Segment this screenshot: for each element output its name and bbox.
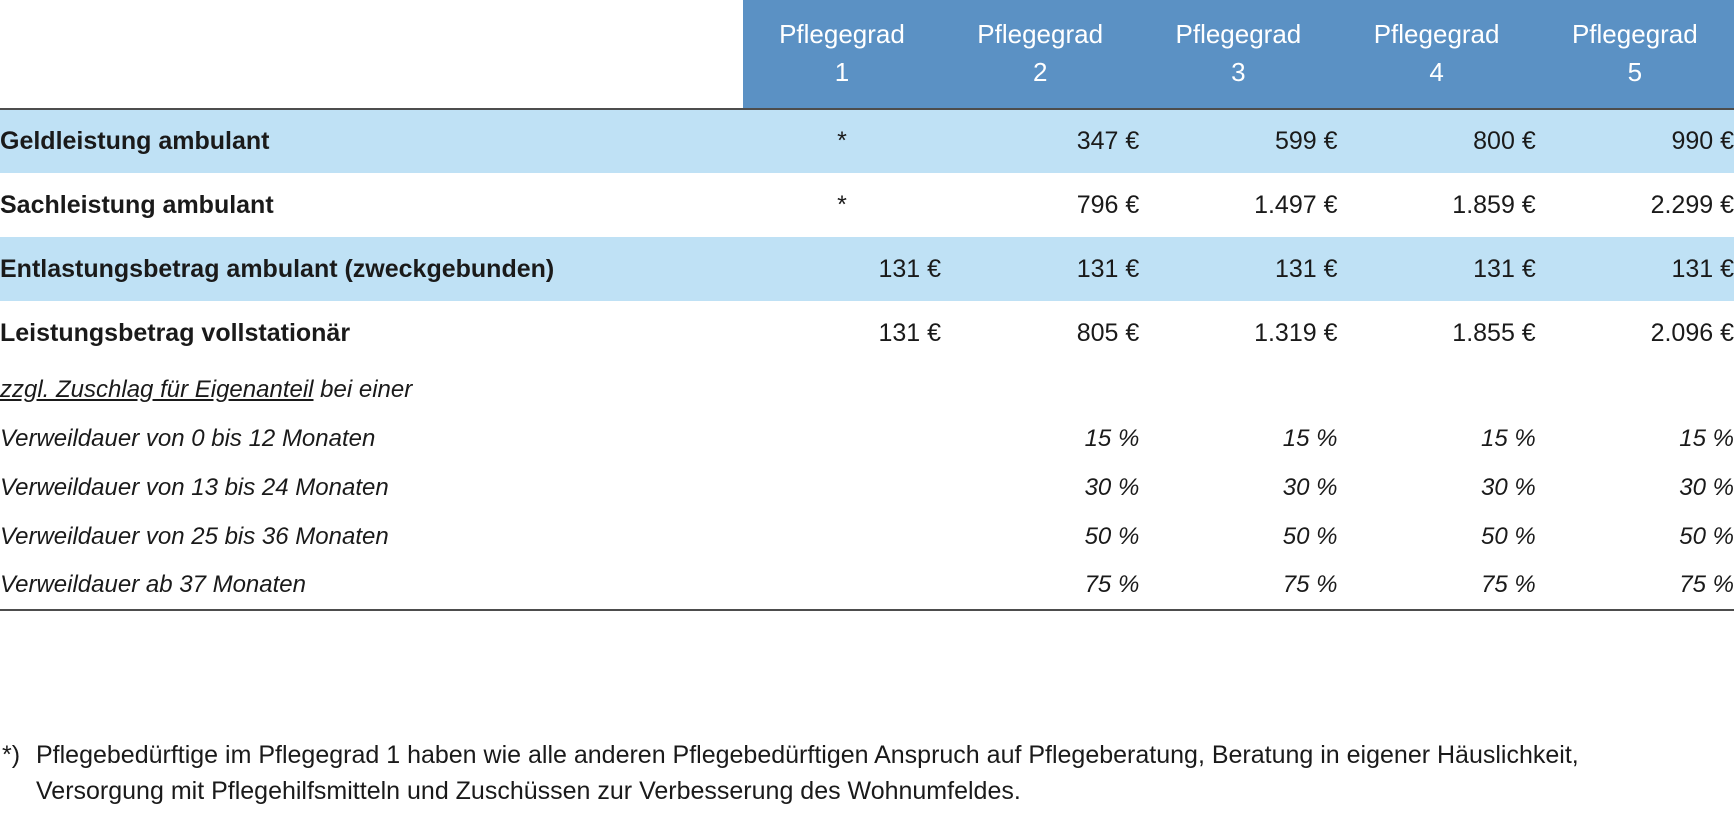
subrow-label-underlined: zzgl. Zuschlag für Eigenanteil — [0, 375, 314, 403]
column-header-number: 5 — [1627, 57, 1643, 87]
cell-value: 131 € — [1274, 254, 1338, 283]
cell-value — [743, 561, 941, 610]
column-header-pflegegrad-2 — [941, 0, 1139, 109]
cell-value: 75 % — [1338, 561, 1536, 610]
cell-value: * — [837, 190, 847, 219]
subrow-label-verweildauer-ab-37: Verweildauer ab 37 Monaten — [0, 561, 743, 610]
table-row — [0, 512, 1734, 561]
cell-value: 75 % — [1139, 561, 1337, 610]
column-header-pflegegrad-5 — [1536, 0, 1734, 109]
cell-value: 131 € — [878, 254, 942, 283]
cell-value: 30 % — [1679, 473, 1734, 501]
table-row — [0, 173, 1734, 237]
column-header-number: 1 — [834, 57, 850, 87]
subrow-label-rest: bei einer — [313, 375, 413, 403]
cell-value: * — [743, 109, 941, 173]
table-row — [0, 237, 1734, 301]
cell-value: 30 % — [1481, 473, 1536, 501]
cell-value — [941, 365, 1139, 414]
cell-value — [743, 414, 941, 463]
cell-value: 800 € — [1338, 109, 1536, 173]
cell-value: 796 € — [1076, 190, 1140, 219]
row-label-geldleistung-ambulant: Geldleistung ambulant — [0, 109, 743, 173]
cell-value — [743, 463, 941, 512]
footnote — [2, 738, 1702, 809]
column-header-number: 2 — [1032, 57, 1048, 87]
cell-value: 2.096 € — [1650, 318, 1734, 347]
column-header-pflegegrad-3 — [1139, 0, 1337, 109]
table-row — [0, 365, 1734, 414]
column-header-title: Pflegegrad — [779, 19, 905, 50]
cell-value: 15 % — [1679, 424, 1734, 452]
table-row — [0, 109, 1734, 173]
column-header-title: Pflegegrad — [1373, 19, 1500, 50]
cell-value: 1.497 € — [1254, 190, 1338, 219]
subrow-label-verweildauer-13-24: Verweildauer von 13 bis 24 Monaten — [0, 473, 389, 501]
table-row — [0, 463, 1734, 512]
row-label-leistungsbetrag-vollstationaer: Leistungsbetrag vollstationär — [0, 318, 351, 347]
cell-value: 131 € — [878, 318, 942, 347]
column-header-pflegegrad-4 — [1338, 0, 1536, 109]
cell-value: 50 % — [1084, 522, 1140, 550]
cell-value: 15 % — [1481, 424, 1536, 452]
cell-value: 1.859 € — [1452, 190, 1536, 219]
cell-value: 1.855 € — [1452, 318, 1536, 347]
column-header-number: 4 — [1429, 57, 1444, 87]
table-row — [0, 301, 1734, 365]
column-header-title: Pflegegrad — [1571, 19, 1698, 50]
subrow-label-zuschlag-heading — [0, 365, 743, 414]
cell-value: 30 % — [1084, 473, 1140, 501]
cell-value: 15 % — [1084, 424, 1140, 452]
cell-value: 50 % — [1282, 522, 1338, 550]
header-corner-spacer — [0, 0, 743, 109]
column-header-title: Pflegegrad — [1175, 19, 1302, 50]
footnote-text: Pflegebedürftige im Pflegegrad 1 haben wie alle anderen Pflegebedürftigen Anspruch auf Pflegeberatung, Beratung in eigener Häuslichkeit, Versorgung mit Pflegehilfsmitteln und Zuschüssen zur Verbesserung des Wohnumfeldes. — [36, 741, 1579, 805]
cell-value: 2.299 € — [1650, 190, 1734, 219]
cell-value — [743, 512, 941, 561]
cell-value: 75 % — [1536, 561, 1734, 610]
cell-value — [1139, 365, 1337, 414]
table-header-row — [0, 0, 1734, 109]
footnote-marker: *) — [2, 741, 21, 769]
row-label-entlastungsbetrag-ambulant: Entlastungsbetrag ambulant (zweckgebunden) — [0, 254, 555, 283]
subrow-label-verweildauer-25-36: Verweildauer von 25 bis 36 Monaten — [0, 522, 389, 550]
cell-value — [1338, 365, 1536, 414]
cell-value: 1.319 € — [1254, 318, 1338, 347]
subrow-label-verweildauer-0-12: Verweildauer von 0 bis 12 Monaten — [0, 424, 376, 452]
cell-value: 131 € — [1076, 254, 1140, 283]
column-header-number: 3 — [1231, 57, 1246, 87]
cell-value — [1536, 365, 1734, 414]
cell-value: 50 % — [1481, 522, 1536, 550]
cell-value: 131 € — [1473, 254, 1536, 283]
column-header-title: Pflegegrad — [977, 19, 1104, 50]
cell-value — [743, 365, 941, 414]
cell-value: 30 % — [1282, 473, 1338, 501]
row-label-sachleistung-ambulant: Sachleistung ambulant — [0, 190, 274, 219]
cell-value: 75 % — [941, 561, 1139, 610]
cell-value: 131 € — [1671, 254, 1734, 283]
cell-value: 990 € — [1536, 109, 1734, 173]
cell-value: 805 € — [1076, 318, 1140, 347]
cell-value: 50 % — [1679, 522, 1734, 550]
table-row — [0, 414, 1734, 463]
cell-value: 599 € — [1139, 109, 1337, 173]
cell-value: 15 % — [1282, 424, 1338, 452]
column-header-pflegegrad-1 — [743, 0, 941, 109]
table-row — [0, 561, 1734, 610]
cell-value: 347 € — [941, 109, 1139, 173]
